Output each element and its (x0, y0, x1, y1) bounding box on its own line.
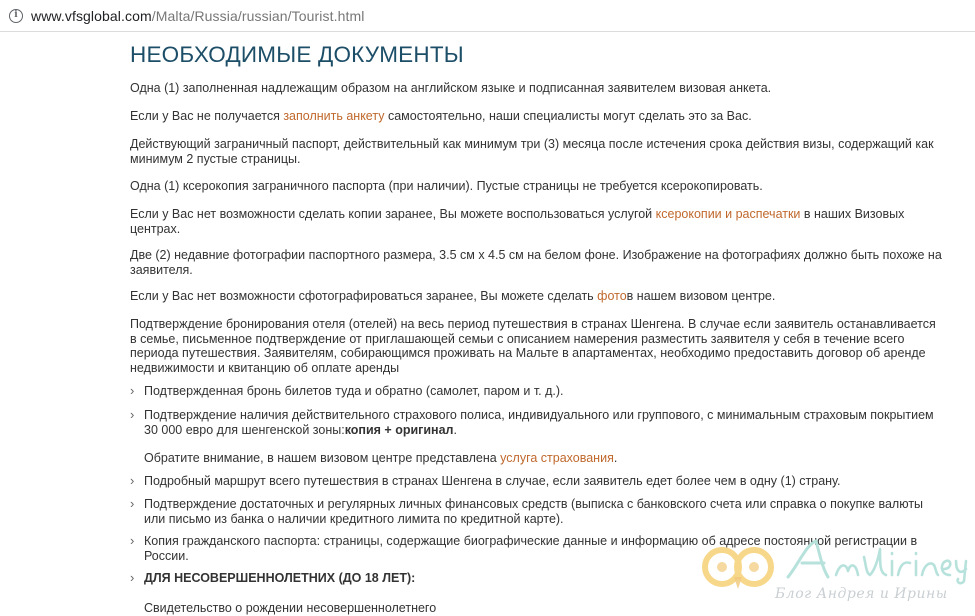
paragraph-application-form: Одна (1) заполненная надлежащим образом на английском языке и подписанная заявителем визовая анкета. (130, 81, 772, 95)
address-bar[interactable] (0, 0, 975, 32)
list-item-text: Подтвержденная бронь билетов туда и обратно (самолет, паром и т. д.). (144, 384, 564, 398)
paragraph-photo-service (130, 289, 945, 304)
paragraph-text: в наших Визовых центрах. (130, 207, 905, 236)
fill-form-link[interactable]: заполнить анкету (283, 109, 385, 123)
paragraph-passport: Действующий заграничный паспорт, действительный как минимум три (3) месяца после истечения срока действия визы, содержащий как минимум 2 пустые страницы. (130, 137, 934, 166)
list-item-text: Подтверждение достаточных и регулярных личных финансовых средств (выписка с банковского счета или справка о покупке валюты или письмо из банка о наличии кредитного лимита по кредитной карте). (144, 497, 924, 526)
copy-service-link[interactable]: ксерокопии и распечатки (655, 207, 801, 221)
paragraph-text: Если у Вас нет возможности сделать копии заранее, Вы можете воспользоваться услугой (130, 207, 656, 221)
url-path: /Malta/Russia/russian/Tourist.html (151, 7, 365, 24)
minors-heading: ДЛЯ НЕСОВЕРШЕННОЛЕТНИХ (ДО 18 ЛЕТ): (144, 571, 416, 585)
note-text: . (613, 451, 618, 465)
blog-watermark (700, 535, 975, 614)
signature-logo (780, 535, 975, 585)
info-icon[interactable]: i (9, 9, 23, 23)
url-domain: www.vfsglobal.com (31, 7, 152, 24)
list-item-text-part: Подтверждение наличия действительного страхового полиса, индивидуального или группового, с минимальным страховым покрытием 30 000 евро для шенгенской зоны: (144, 408, 934, 437)
bullet-chevron-icon: › (130, 496, 135, 511)
paragraph-birth-certificate: Свидетельство о рождении несовершеннолетнего (144, 601, 437, 615)
paragraph-text: Если у Вас нет возможности сфотографироваться заранее, Вы можете сделать (130, 289, 598, 303)
paragraph-copy-service (130, 207, 945, 236)
copy-original-bold: копия + оригинал (344, 422, 454, 437)
paragraph-hotel: Подтверждение бронирования отеля (отелей) на весь период путешествия в странах Шенгена. В случае если заявитель останавливается в семье, письменное подтверждение от приглашающей семьи с описанием намерения разместить заявителя у себя в течение всего периода путешествия. Заявителям, собирающимся проживать на Мальте в апартаментах, необходимо предоставить договор об аренде недвижимости и квитанцию об оплате аренды (130, 317, 936, 375)
paragraph-passport-copy: Одна (1) ксерокопия заграничного паспорта (при наличии). Пустые страницы не требуется ксерокопировать. (130, 179, 763, 193)
list-item-text-part: . (453, 422, 457, 437)
list-item-text (144, 408, 944, 437)
url-text[interactable] (31, 8, 364, 24)
paragraph-text: в нашем визовом центре. (626, 289, 776, 303)
list-item-text: Копия гражданского паспорта: страницы, содержащие биографические данные и информацию об адресе постоянной регистрации в России. (144, 534, 918, 563)
list-item-text: Подробный маршрут всего путешествия в странах Шенгена в случае, если заявитель едет более чем в одну (1) страну. (144, 474, 841, 488)
insurance-note (144, 451, 617, 466)
bullet-chevron-icon: › (130, 473, 135, 488)
bullet-chevron-icon: › (130, 407, 135, 422)
note-text: Обратите внимание, в нашем визовом центре представлена (144, 451, 501, 465)
page-title: НЕОБХОДИМЫЕ ДОКУМЕНТЫ (130, 42, 464, 67)
paragraph-photos: Две (2) недавние фотографии паспортного размера, 3.5 см x 4.5 см на белом фоне. Изображение на фотографиях должно быть похоже на заявителя. (130, 248, 942, 277)
bullet-chevron-icon: › (130, 383, 135, 398)
photo-service-link[interactable]: фото (597, 289, 627, 303)
paragraph-text: Если у Вас не получается (130, 109, 284, 123)
paragraph-fill-form (130, 109, 945, 124)
bullet-chevron-icon: › (130, 533, 135, 548)
owl-logo-icon (700, 545, 778, 597)
watermark-subtitle: Блог Андрея и Ирины (775, 586, 948, 602)
insurance-service-link[interactable]: услуга страхования (500, 451, 614, 465)
paragraph-text: самостоятельно, наши специалисты могут сделать это за Вас. (384, 109, 752, 123)
bullet-chevron-icon: › (130, 570, 135, 585)
